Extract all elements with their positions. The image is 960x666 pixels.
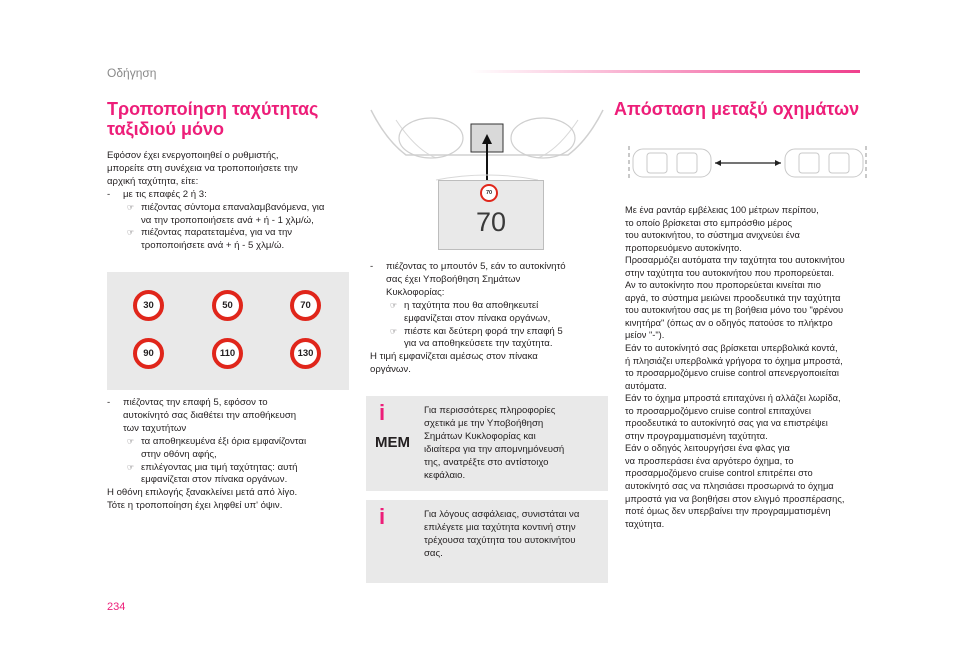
display-speed-value: 70: [475, 207, 507, 237]
paragraph-line: Εάν το αυτοκίνητό σας βρίσκεται υπερβολικά κοντά,: [625, 343, 838, 354]
outro-line: οργάνων.: [370, 364, 411, 376]
sub-bullet-shown: [370, 300, 566, 313]
paragraph-line: αυτοκίνητό σας να πλησιάσει προσωρινά το όχημα: [625, 481, 834, 492]
left-title-line-2: ταξιδιού μόνο: [107, 119, 225, 139]
sub-text: η ταχύτητα που θα αποθηκευτεί: [404, 299, 539, 311]
info-icon: i: [379, 400, 386, 425]
paragraph-line: ταχύτητα.: [625, 518, 665, 529]
arrow-icon: ☞: [390, 300, 398, 310]
info-line: τρέχουσα ταχύτητα του αυτοκινήτου: [424, 534, 576, 546]
paragraph-line: το προσαρμοζόμενο cruise control επιταχύνει: [625, 405, 811, 416]
info-box-text: [424, 509, 579, 561]
paragraph-line: στην προγραμματισμένη ταχύτητα.: [625, 430, 768, 441]
paragraph-line: προσαρμοζόμενο cruise control επιτρέπει στο: [625, 468, 813, 479]
arrow-icon: ☞: [390, 326, 398, 336]
sub-text-cont: στην οθόνη αφής,: [141, 448, 217, 460]
paragraph-line: αυτόματα.: [625, 380, 667, 391]
info-line: της, ανατρέξτε στο αντίστοιχο: [424, 456, 549, 468]
intro-line: Εφόσον έχει ενεργοποιηθεί ο ρυθμιστής,: [107, 150, 279, 161]
section-label: Οδήγηση: [107, 66, 157, 80]
info-line: κεφάλαιο.: [424, 469, 466, 481]
arrow-icon: ☞: [127, 462, 135, 472]
bullet-text-cont: Κυκλοφορίας:: [386, 286, 445, 298]
sub-text-cont: εμφανίζεται στον πίνακα οργάνων.: [141, 474, 288, 486]
paragraph-line: προοδευτικά το αυτοκίνητό σας για να επιστρέψει: [625, 418, 828, 429]
paragraph-line: Εάν ο οδηγός λειτουργήσει ένα φλας για: [625, 443, 790, 454]
paragraph-line: να προσπεράσει ένα αργότερο όχημα, το: [625, 455, 794, 466]
info-line: σχετικά με την Υποβοήθηση: [424, 417, 544, 429]
info-line: Για λόγους ασφάλειας, συνιστάται να: [424, 509, 580, 520]
middle-text-block: [370, 261, 566, 377]
sub-bullet-stored: [107, 436, 306, 449]
left-text-block: [107, 150, 324, 253]
paragraph-line: Αν το αυτοκίνητο που προπορεύεται κινείται πιο: [625, 280, 821, 291]
info-line: Σημάτων Κυκλοφορίας και: [424, 430, 536, 442]
bullet-text-cont: των ταχυτήτων: [123, 422, 187, 434]
left-title-line-1: Τροποποίηση ταχύτητας: [107, 99, 319, 119]
speed-sign-90: 90: [133, 338, 164, 369]
speed-signs-panel: [107, 272, 349, 390]
info-box-text: [424, 405, 564, 482]
paragraph-line: ή πλησιάζει υπερβολικά γρήγορα το όχημα μπροστά,: [625, 355, 843, 366]
speed-sign-110: 110: [212, 338, 243, 369]
info-box-memory: [366, 396, 608, 491]
sub-text: πιέζοντας σύντομα επαναλαμβανόμενα, για: [141, 201, 325, 213]
paragraph-line: μείον "-").: [625, 330, 665, 341]
right-section-title: Απόσταση μεταξύ οχημάτων: [614, 99, 860, 119]
vehicle-distance-illustration: [625, 142, 870, 184]
page-number: 234: [107, 601, 126, 613]
bullet-traffic-sign: - πιέζοντας το μπουτόν 5, εάν το αυτοκίνητό: [370, 261, 566, 272]
info-line: επιλέγετε μια ταχύτητα κοντινή στην: [424, 521, 576, 533]
sub-bullet-select: [107, 462, 306, 475]
bullet-contacts: - με τις επαφές 2 ή 3:: [107, 188, 207, 200]
info-box-safety: [366, 500, 608, 583]
left-text-block-2: [107, 397, 306, 513]
bullet-text: πιέζοντας το μπουτόν 5, εάν το αυτοκίνητό: [386, 261, 566, 272]
header-accent-line: [470, 70, 860, 73]
speed-sign-130: 130: [290, 338, 321, 369]
paragraph-line: μπροστά για να βοηθήσει στον ελιγμό προσπέρασης,: [625, 493, 845, 504]
speed-sign-50: 50: [212, 290, 243, 321]
sub-text-cont: εμφανίζεται στον πίνακα οργάνων,: [404, 312, 551, 324]
info-line: σας.: [424, 547, 443, 559]
sub-text: πιέστε και δεύτερη φορά την επαφή 5: [404, 325, 563, 337]
speed-sign-30: 30: [133, 290, 164, 321]
arrow-icon: ☞: [127, 202, 135, 212]
arrow-icon: ☞: [127, 436, 135, 446]
bullet-text: πιέζοντας την επαφή 5, εφόσον το: [123, 397, 268, 408]
sub-bullet-long-press: [107, 227, 324, 240]
sub-text-cont: να την τροποποιήσετε ανά + ή - 1 χλμ/ώ,: [141, 214, 314, 226]
paragraph-line: του αυτοκινήτου, το σύστημα ανιχνεύει ένα: [625, 230, 800, 241]
info-line: ιδιαίτερα για την απομνημόνευσή: [424, 443, 565, 455]
paragraph-line: Εάν το όχημα μπροστά επιταχύνει ή αλλάζει λωρίδα,: [625, 393, 841, 404]
paragraph-line: το προσαρμοζόμενο cruise control απενεργοποιείται: [625, 368, 839, 379]
outro-line: Η τιμή εμφανίζεται αμέσως στον πίνακα: [370, 351, 538, 363]
paragraph-line: του αυτοκινήτου σας με τη βοήθεια μόνο του "φρένου: [625, 305, 844, 316]
paragraph-line: στην ταχύτητα του αυτοκινήτου που προπορεύεται.: [625, 267, 835, 278]
intro-line: μπορείτε στη συνέχεια να τροποποιήσετε την: [107, 162, 298, 174]
paragraph-line: Προσαρμόζει αυτόματα την ταχύτητα του αυτοκινήτου: [625, 255, 845, 266]
display-speed-sign: 70: [480, 184, 498, 202]
arrow-icon: ☞: [127, 228, 135, 238]
paragraph-line: ποτέ όμως δεν υπερβαίνει την προγραμματισμένη: [625, 506, 831, 517]
sub-bullet-press-again: [370, 326, 566, 339]
bullet-text-cont: αυτοκίνητό σας διαθέτει την αποθήκευση: [123, 409, 297, 421]
outro-line: Τότε η τροποποίηση έχει ληφθεί υπ' όψιν.: [107, 500, 283, 512]
sub-text: πιέζοντας παρατεταμένα, για να την: [141, 227, 293, 239]
info-icon: i: [379, 504, 386, 529]
paragraph-line: προπορευόμενο αυτοκίνητο.: [625, 242, 742, 253]
sub-text-cont: για να αποθηκεύσετε την ταχύτητα.: [404, 338, 553, 350]
mem-badge: MEM: [375, 434, 410, 451]
right-text-block: [625, 204, 845, 530]
sub-text: τα αποθηκευμένα έξι όρια εμφανίζονται: [141, 435, 307, 447]
speed-sign-70: 70: [290, 290, 321, 321]
sub-text: επιλέγοντας μια τιμή ταχύτητας: αυτή: [141, 461, 298, 473]
paragraph-line: το οποίο βρίσκεται στο εμπρόσθιο μέρος: [625, 217, 792, 228]
bullet-text-cont: σας έχει Υποβοήθηση Σημάτων: [386, 273, 521, 285]
paragraph-line: αργά, το σύστημα μειώνει προοδευτικά την ταχύτητα: [625, 292, 841, 303]
paragraph-line: Με ένα ραντάρ εμβέλειας 100 μέτρων περίπου,: [625, 205, 819, 215]
sub-text-cont: τροποποιήσετε ανά + ή - 5 χλμ/ώ.: [141, 240, 285, 252]
sub-bullet-short-press: [107, 202, 324, 215]
paragraph-line: κινητήρα" (όπως αν ο οδηγός πατούσε το πλήκτρο: [625, 317, 833, 328]
bullet-button-5: - πιέζοντας την επαφή 5, εφόσον το: [107, 397, 268, 408]
info-line: Για περισσότερες πληροφορίες: [424, 405, 556, 416]
outro-line: Η οθόνη επιλογής ξανακλείνει μετά από λίγο.: [107, 487, 298, 499]
bullet-text: με τις επαφές 2 ή 3:: [123, 188, 207, 200]
intro-line: αρχική ταχύτητα, είτε:: [107, 175, 199, 187]
left-section-title: [107, 99, 367, 139]
